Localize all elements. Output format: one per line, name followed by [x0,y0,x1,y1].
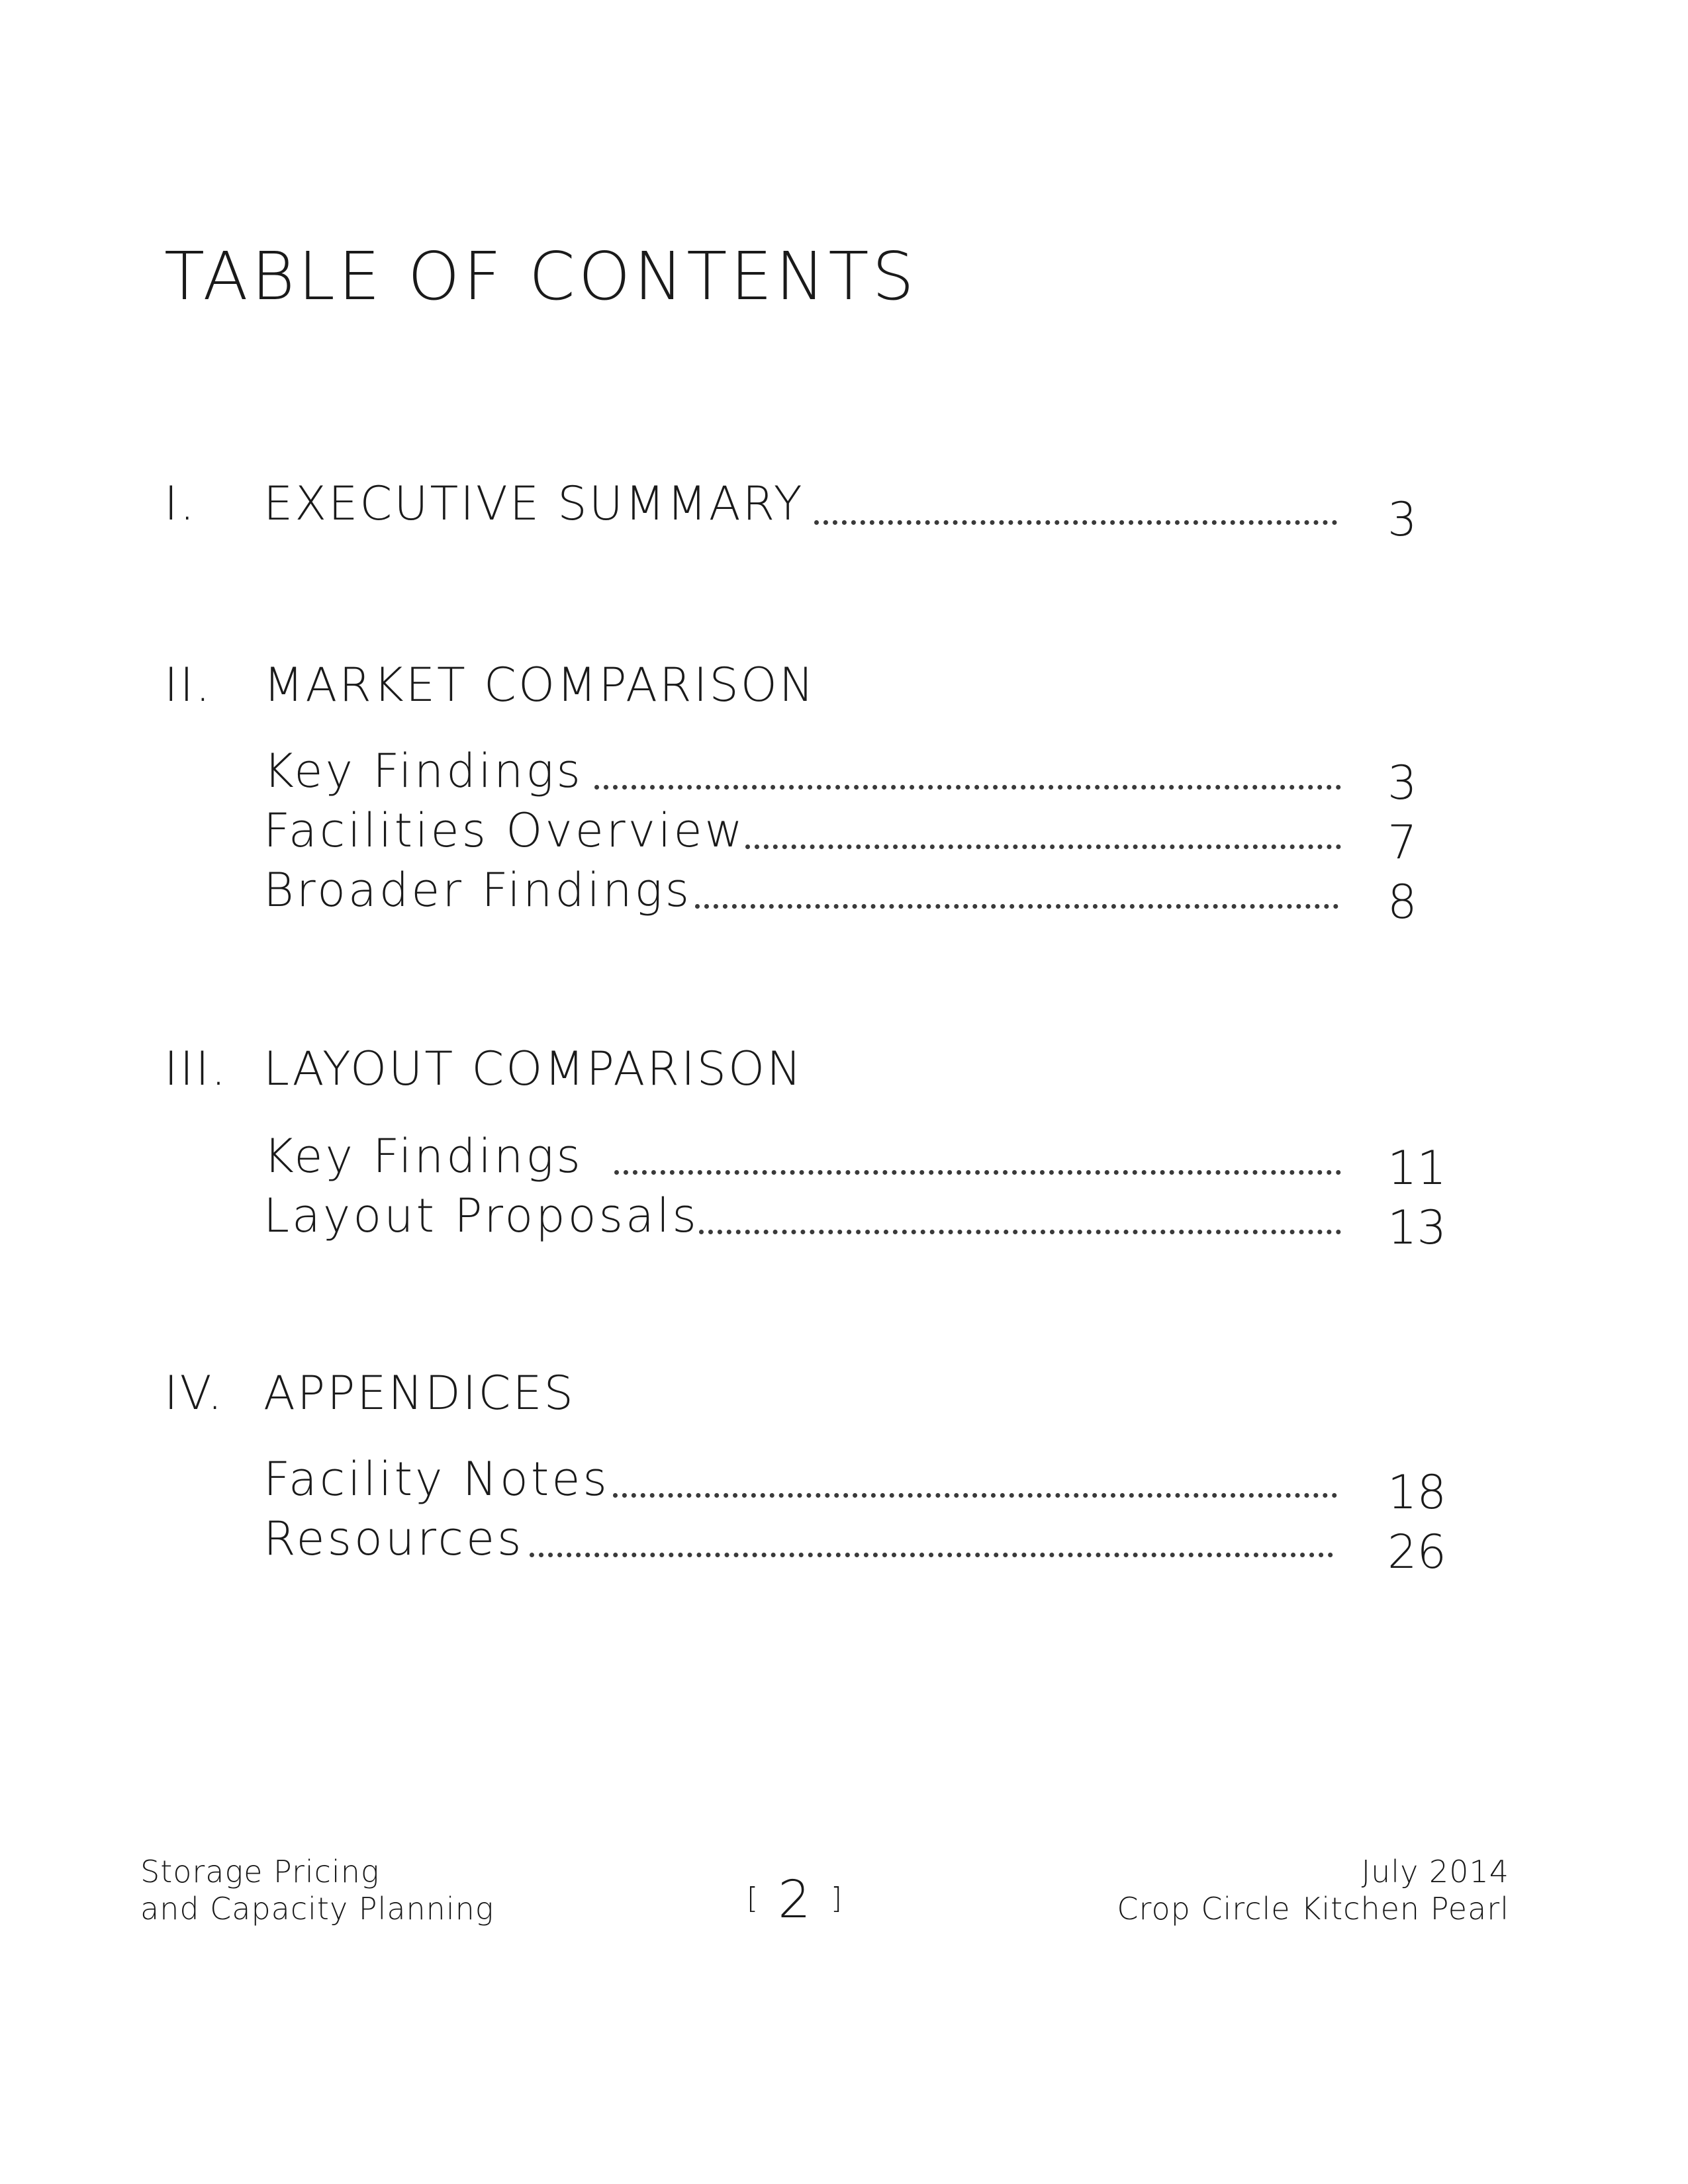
bracket-close: ] [830,1882,842,1915]
toc-entry-key-findings[interactable]: Key Findings [263,1129,583,1183]
section-title: LAYOUT COMPARISON [263,1042,804,1096]
footer-date: July 2014 [1361,1854,1509,1889]
toc-entry-resources[interactable]: Resources [263,1512,524,1566]
footer-page-number: 2 [778,1870,811,1930]
dot-leader [613,1493,1337,1498]
page-number: 11 [1387,1141,1447,1195]
toc-entry-facilities-overview[interactable]: Facilities Overview [263,803,745,858]
footer-document-title [140,1853,494,1927]
page-number: 3 [1387,492,1417,547]
section-numeral: I. [164,477,197,531]
dot-leader [745,844,1341,849]
dot-leader [699,1230,1341,1234]
section-numeral: II. [164,658,212,712]
toc-entry-facility-notes[interactable]: Facility Notes [263,1452,610,1506]
dot-leader [530,1553,1333,1557]
section-title: MARKET COMPARISON [263,658,816,712]
page-number: 3 [1387,756,1417,810]
section-numeral: IV. [164,1366,224,1420]
page-title: TABLE OF CONTENTS [164,238,917,315]
dot-leader [695,904,1338,909]
dot-leader [814,520,1337,525]
dot-leader [614,1170,1341,1175]
footer-title-line: Storage Pricing [140,1854,380,1889]
page-number: 13 [1387,1201,1447,1255]
page-number: 18 [1387,1465,1447,1520]
toc-entry-layout-proposals[interactable]: Layout Proposals [263,1189,699,1243]
bracket-open: [ [747,1882,759,1915]
section-title: APPENDICES [263,1366,575,1420]
footer-page-marker [747,1870,842,1930]
footer-date-client [1117,1853,1509,1927]
page-number: 7 [1387,815,1417,870]
toc-entry-broader-findings[interactable]: Broader Findings [263,863,692,917]
page-number: 8 [1387,875,1417,929]
dot-leader [594,785,1341,790]
toc-entry-key-findings[interactable]: Key Findings [263,744,583,798]
section-title: EXECUTIVE SUMMARY [263,477,804,531]
section-numeral: III. [164,1042,228,1096]
footer-title-line: and Capacity Planning [140,1891,494,1927]
page-number: 26 [1387,1525,1447,1579]
footer-client: Crop Circle Kitchen Pearl [1117,1891,1509,1927]
